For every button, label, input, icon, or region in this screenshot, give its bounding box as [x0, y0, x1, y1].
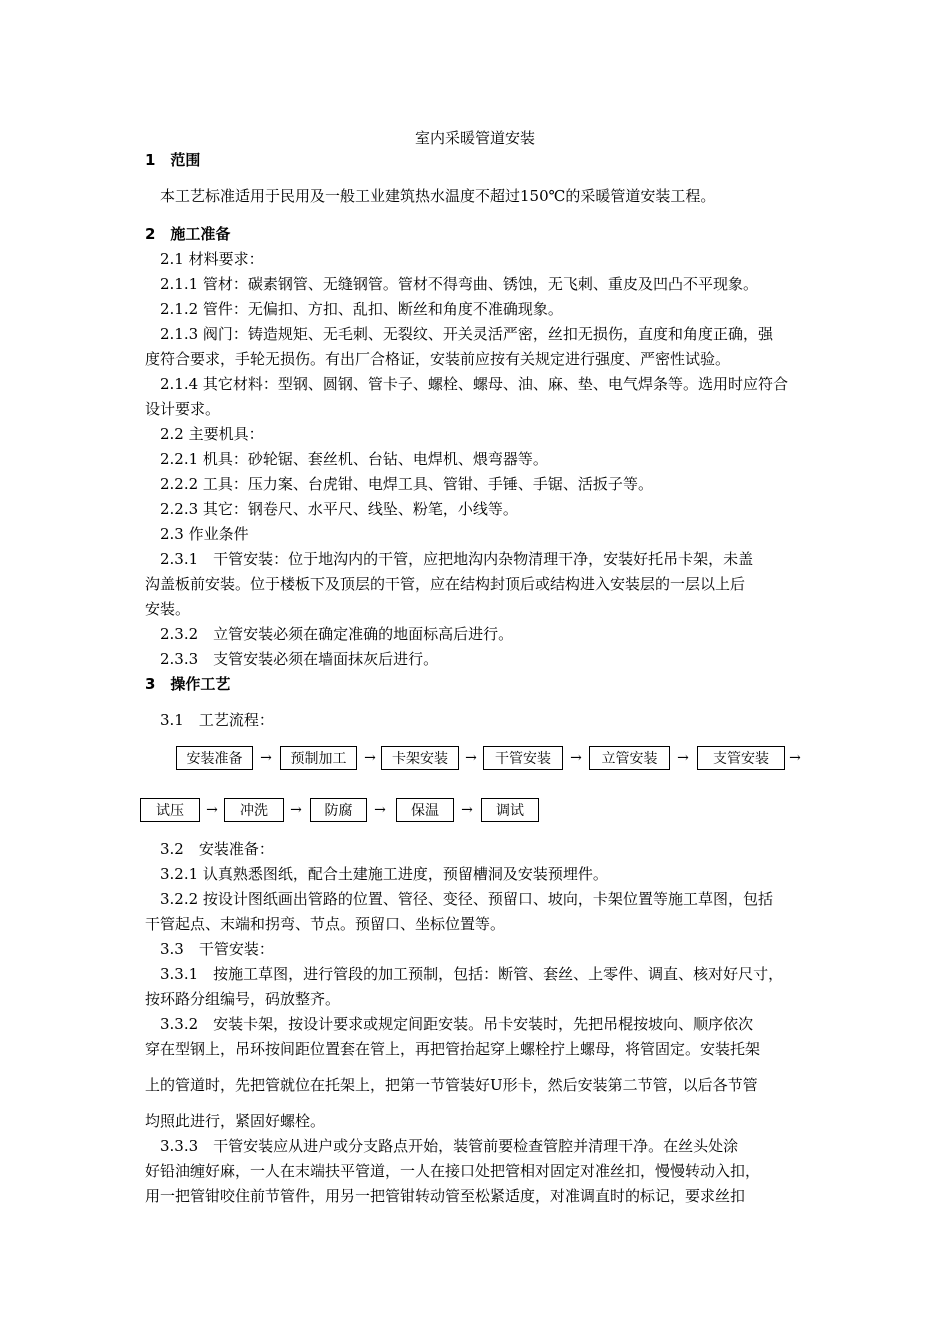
- para-3-2-2-line1: 3.2.2 按设计图纸画出管路的位置、管径、变径、预留口、坡向，卡架位置等施工草图，包括: [160, 890, 773, 908]
- flow-arrow: →: [677, 750, 689, 766]
- para-2-3: 2.3 作业条件: [160, 525, 249, 543]
- flow-step: 防腐: [310, 798, 367, 822]
- flow-arrow: →: [206, 802, 218, 818]
- para-2-1-2: 2.1.2 管件：无偏扣、方扣、乱扣、断丝和角度不准确现象。: [160, 300, 563, 318]
- para-3-2-2-line2: 干管起点、末端和拐弯、节点。预留口、坐标位置等。: [145, 915, 506, 933]
- para-3-3-2-line4: 均照此进行，紧固好螺栓。: [145, 1112, 326, 1130]
- flow-arrow: →: [374, 802, 386, 818]
- para-2-3-1-line1: 2.3.1 干管安装：位于地沟内的干管，应把地沟内杂物清理干净，安装好托吊卡架，未盖: [160, 550, 754, 568]
- flow-arrow: →: [465, 750, 477, 766]
- section-3-heading: 3 操作工艺: [145, 675, 231, 693]
- para-2-1-3-line1: 2.1.3 阀门：铸造规矩、无毛刺、无裂纹、开关灵活严密，丝扣无损伤，直度和角度正确，强: [160, 325, 773, 343]
- para-3-1: 3.1 工艺流程：: [160, 711, 274, 729]
- flow-arrow: →: [570, 750, 582, 766]
- para-3-3-3-line1: 3.3.3 干管安装应从进户或分支路点开始，装管前要检查管腔并清理干净。在丝头处涂: [160, 1137, 739, 1155]
- para-3-3-2-line3: 上的管道时，先把管就位在托架上，把第一节管装好U形卡，然后安装第二节管，以后各节管: [145, 1076, 758, 1094]
- section-1-text: 本工艺标准适用于民用及一般工业建筑热水温度不超过150℃的采暖管道安装工程。: [160, 187, 716, 205]
- flow-step: 安装准备: [176, 746, 253, 770]
- para-2-3-1-line3: 安装。: [145, 600, 191, 618]
- para-3-2-1: 3.2.1 认真熟悉图纸，配合土建施工进度，预留槽洞及安装预埋件。: [160, 865, 608, 883]
- document-title: 室内采暖管道安装: [414, 129, 535, 147]
- para-3-2: 3.2 安装准备：: [160, 840, 274, 858]
- para-2-3-3: 2.3.3 支管安装必须在墙面抹灰后进行。: [160, 650, 439, 668]
- para-3-3-1-line2: 按环路分组编号，码放整齐。: [145, 990, 341, 1008]
- flow-step: 预制加工: [280, 746, 357, 770]
- para-3-3-2-line1: 3.3.2 安装卡架，按设计要求或规定间距安装。吊卡安装时，先把吊棍按坡向、顺序依次: [160, 1015, 754, 1033]
- flow-step: 冲洗: [224, 798, 284, 822]
- section-2-heading: 2 施工准备: [145, 225, 231, 243]
- flow-step: 调试: [481, 798, 539, 822]
- para-2-1-3-line2: 度符合要求，手轮无损伤。有出厂合格证，安装前应按有关规定进行强度、严密性试验。: [145, 350, 731, 368]
- flow-arrow: →: [789, 750, 801, 766]
- flow-arrow: →: [364, 750, 376, 766]
- flow-step: 干管安装: [483, 746, 563, 770]
- flow-step: 保温: [396, 798, 454, 822]
- para-2-2-1: 2.2.1 机具：砂轮锯、套丝机、台钻、电焊机、煨弯器等。: [160, 450, 548, 468]
- para-2-2-2: 2.2.2 工具：压力案、台虎钳、电焊工具、管钳、手锤、手锯、活扳子等。: [160, 475, 653, 493]
- flow-step: 卡架安装: [381, 746, 459, 770]
- flow-arrow: →: [290, 802, 302, 818]
- flow-step: 立管安装: [589, 746, 670, 770]
- para-3-3-2-line2: 穿在型钢上，吊环按间距位置套在管上，再把管抬起穿上螺栓拧上螺母，将管固定。安装托架: [145, 1040, 761, 1058]
- para-2-3-1-line2: 沟盖板前安装。位于楼板下及顶层的干管，应在结构封顶后或结构进入安装层的一层以上后: [145, 575, 746, 593]
- section-1-heading: 1 范围: [145, 151, 201, 169]
- para-3-3-3-line3: 用一把管钳咬住前节管件，用另一把管钳转动管至松紧适度，对准调直时的标记，要求丝扣: [145, 1187, 746, 1205]
- para-3-3-3-line2: 好铅油缠好麻，一人在末端扶平管道，一人在接口处把管相对固定对准丝扣，慢慢转动入扣，: [145, 1162, 761, 1180]
- para-2-2-3: 2.2.3 其它：钢卷尺、水平尺、线坠、粉笔，小线等。: [160, 500, 518, 518]
- flow-arrow: →: [260, 750, 272, 766]
- flow-step: 支管安装: [697, 746, 785, 770]
- para-2-1-4-line2: 设计要求。: [145, 400, 221, 418]
- flow-step: 试压: [140, 798, 200, 822]
- para-3-3-1-line1: 3.3.1 按施工草图，进行管段的加工预制，包括：断管、套丝、上零件、调直、核对好尺寸，: [160, 965, 784, 983]
- para-2-1: 2.1 材料要求：: [160, 250, 264, 268]
- flow-arrow: →: [461, 802, 473, 818]
- para-3-3: 3.3 干管安装：: [160, 940, 274, 958]
- para-2-1-1: 2.1.1 管材：碳素钢管、无缝钢管。管材不得弯曲、锈蚀，无飞刺、重皮及凹凸不平现象。: [160, 275, 758, 293]
- para-2-1-4-line1: 2.1.4 其它材料：型钢、圆钢、管卡子、螺栓、螺母、油、麻、垫、电气焊条等。选用时应符合: [160, 375, 788, 393]
- para-2-2: 2.2 主要机具：: [160, 425, 264, 443]
- para-2-3-2: 2.3.2 立管安装必须在确定准确的地面标高后进行。: [160, 625, 514, 643]
